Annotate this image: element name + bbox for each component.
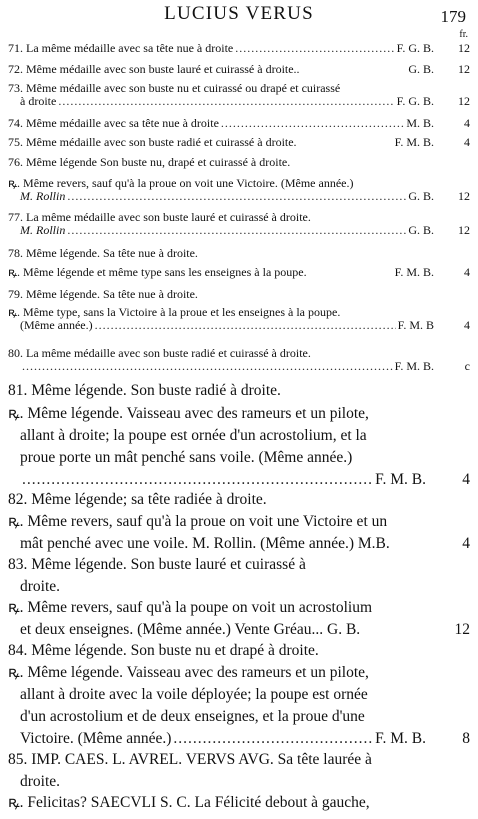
catalogue-entry [8,117,470,130]
entry-text: 82. Même légende; sa tête radiée à droite. [8,491,267,508]
entry-line [8,554,470,576]
entry-line [8,306,470,319]
entry-text: 71. La même médaille avec sa tête nue à droite [8,42,234,55]
price-value: 12 [458,63,470,76]
entry-text: 80. La même médaille avec son buste radié et cuirassé à droite. [8,347,311,360]
catalogue-entry [8,211,470,237]
entry-text: 83. Même légende. Son buste lauré et cuirassé à [8,556,306,573]
entry-line [8,619,470,641]
coin-size: F. G. B. [396,42,434,55]
entry-text: 79. Même légende. Sa tête nue à droite. [8,288,198,301]
entry-text: mât penché avec une voile. M. Rollin. (Même année.) M.B. [20,535,390,552]
entry-text: ꝶ. Même légende. Vaisseau avec des rameurs et un pilote, [8,405,369,422]
entry-line [8,447,470,469]
entry-line [8,792,470,814]
entry-line [8,319,470,332]
entry-line [8,640,470,662]
entry-text: ꝶ. Même légende et même type sans les enseignes à la poupe. [8,266,307,279]
entry-line [8,177,470,190]
entry-text: ꝶ. Même légende. Vaisseau avec des rameurs et un pilote, [8,664,369,681]
dot-leader [235,42,394,55]
entry-line [8,63,470,76]
catalogue-entry [8,63,470,76]
coin-size: G. B. [408,224,434,237]
entry-text: M. Rollin [20,190,66,203]
entry-text: ꝶ. Felicitas? SAECVLI S. C. La Félicité debout à gauche, [8,794,370,811]
entry-text: 74. Même médaille avec sa tête nue à droite [8,117,219,130]
entry-text: 77. La même médaille avec son buste lauré et cuirassé à droite. [8,211,311,224]
entry-text: (Même année.) [20,319,93,332]
coin-size: F. M. B. [394,136,434,149]
catalogue-entry [8,554,470,598]
entry-text: allant à droite avec la voile déployée; la poupe est ornée [20,686,368,703]
catalogue-entry [8,511,470,555]
column-label: fr. [459,29,468,40]
entry-line [8,749,470,771]
dot-leader [58,95,394,108]
entry-text: 81. Même légende. Son buste radié à droite. [8,382,281,399]
entry-text: ꝶ. Même type, sans la Victoire à la proue et les enseignes à la poupe. [8,306,341,319]
coin-size: M. B. [406,117,434,130]
catalogue-entry [8,489,470,511]
coin-size: F. M. B. [375,471,426,488]
price-value: 4 [464,266,470,279]
price-value: 4 [462,471,470,488]
entry-line [8,95,470,108]
coin-size: G. B. [408,190,434,203]
entry-line [8,425,470,447]
entry-text: et deux enseignes. (Même année.) Vente Gréau... G. B. [20,621,361,638]
dot-leader [22,360,393,373]
catalogue-entry [8,662,470,750]
entry-text: d'un acrostolium et de deux enseignes, et la proue d'une [20,708,365,725]
entry-line [8,403,470,425]
entry-line [8,211,470,224]
catalogue-entry [8,156,470,169]
entry-line [8,706,470,728]
price-value: 12 [458,224,470,237]
catalogue-entry [8,247,470,260]
entry-line [8,82,470,95]
page-title: LUCIUS VERUS [164,3,314,24]
entry-line [8,224,470,237]
entry-text: 76. Même légende Son buste nu, drapé et cuirassé à droite. [8,156,291,169]
dot-leader [67,224,406,237]
catalogue-entry [8,288,470,301]
price-value: 4 [464,117,470,130]
entry-text: proue porte un mât penché sans voile. (Même année.) [20,449,353,466]
price-value: c [464,360,470,373]
entry-text: 78. Même légende. Sa tête nue à droite. [8,247,198,260]
entry-text: ꝶ. Même revers, sauf qu'à la poupe on voit un acrostolium [8,599,373,616]
catalogue-entry [8,792,470,814]
price-value: 4 [464,319,470,332]
entry-text: ꝶ. Même revers, sauf qu'à la proue on voit une Victoire. (Même année.) [8,177,354,190]
page-header [0,3,478,40]
catalogue-entry [8,403,470,491]
entry-line [8,42,470,55]
entry-line [8,576,470,598]
catalogue-entry [8,640,470,662]
entry-line [8,360,470,373]
catalogue-entry [8,42,470,55]
entry-line [8,771,470,793]
catalogue-entry [8,380,470,402]
coin-size: F. M. B [397,319,434,332]
dot-leader [22,469,373,491]
entry-text: allant à droite; la poupe est ornée d'un acrostolium, et la [20,427,367,444]
entry-line [8,469,470,491]
price-value: 12 [454,621,470,638]
entry-line [8,380,470,402]
entry-line [8,288,470,301]
dot-leader [95,319,396,332]
entry-text: 84. Même légende. Son buste nu et drapé à droite. [8,642,319,659]
entry-text: ꝶ. Même revers, sauf qu'à la proue on voit une Victoire et un [8,513,388,530]
entry-text: 85. IMP. CAES. L. AVREL. VERVS AVG. Sa tête laurée à [8,751,372,768]
entry-text: droite. [20,578,61,595]
entry-line [8,662,470,684]
entry-line [8,728,470,750]
coin-size: F. M. B. [394,360,434,373]
entry-text: M. Rollin [20,224,66,237]
dot-leader [221,117,404,130]
entry-text: droite. [20,773,61,790]
coin-size: F. M. B. [375,730,426,747]
price-value: 4 [464,136,470,149]
entry-line [8,190,470,203]
price-value: 4 [462,535,470,552]
catalogue-entry [8,347,470,373]
catalogue-entry [8,597,470,641]
dot-leader [173,728,373,750]
entry-line [8,489,470,511]
entry-text: Victoire. (Même année.) [20,730,172,747]
page-number: 179 [440,7,466,26]
catalogue-entry [8,177,470,203]
catalogue-entry [8,82,470,108]
entry-text: à droite [20,95,57,108]
price-value: 8 [462,730,470,747]
entry-line [8,136,470,149]
entry-line [8,117,470,130]
entry-line [8,684,470,706]
price-value: 12 [458,190,470,203]
entry-line [8,247,470,260]
price-value: 12 [458,42,470,55]
entry-line [8,533,470,555]
catalogue-entry [8,749,470,793]
entry-text: 75. Même médaille avec son buste radié et cuirassé à droite. [8,136,297,149]
price-value: 12 [458,95,470,108]
entry-line [8,511,470,533]
entry-text: 73. Même médaille avec son buste nu et cuirassé ou drapé et cuirassé [8,82,341,95]
catalogue-entry [8,306,470,332]
coin-size: F. G. B. [396,95,434,108]
coin-size: F. M. B. [394,266,434,279]
entry-line [8,347,470,360]
dot-leader [67,190,406,203]
entry-line [8,266,470,279]
catalogue-entry [8,136,470,149]
entry-line [8,156,470,169]
coin-size: G. B. [408,63,434,76]
catalogue-entry [8,266,470,279]
entry-text: 72. Même médaille avec son buste lauré et cuirassé à droite.. [8,63,300,76]
entry-line [8,597,470,619]
